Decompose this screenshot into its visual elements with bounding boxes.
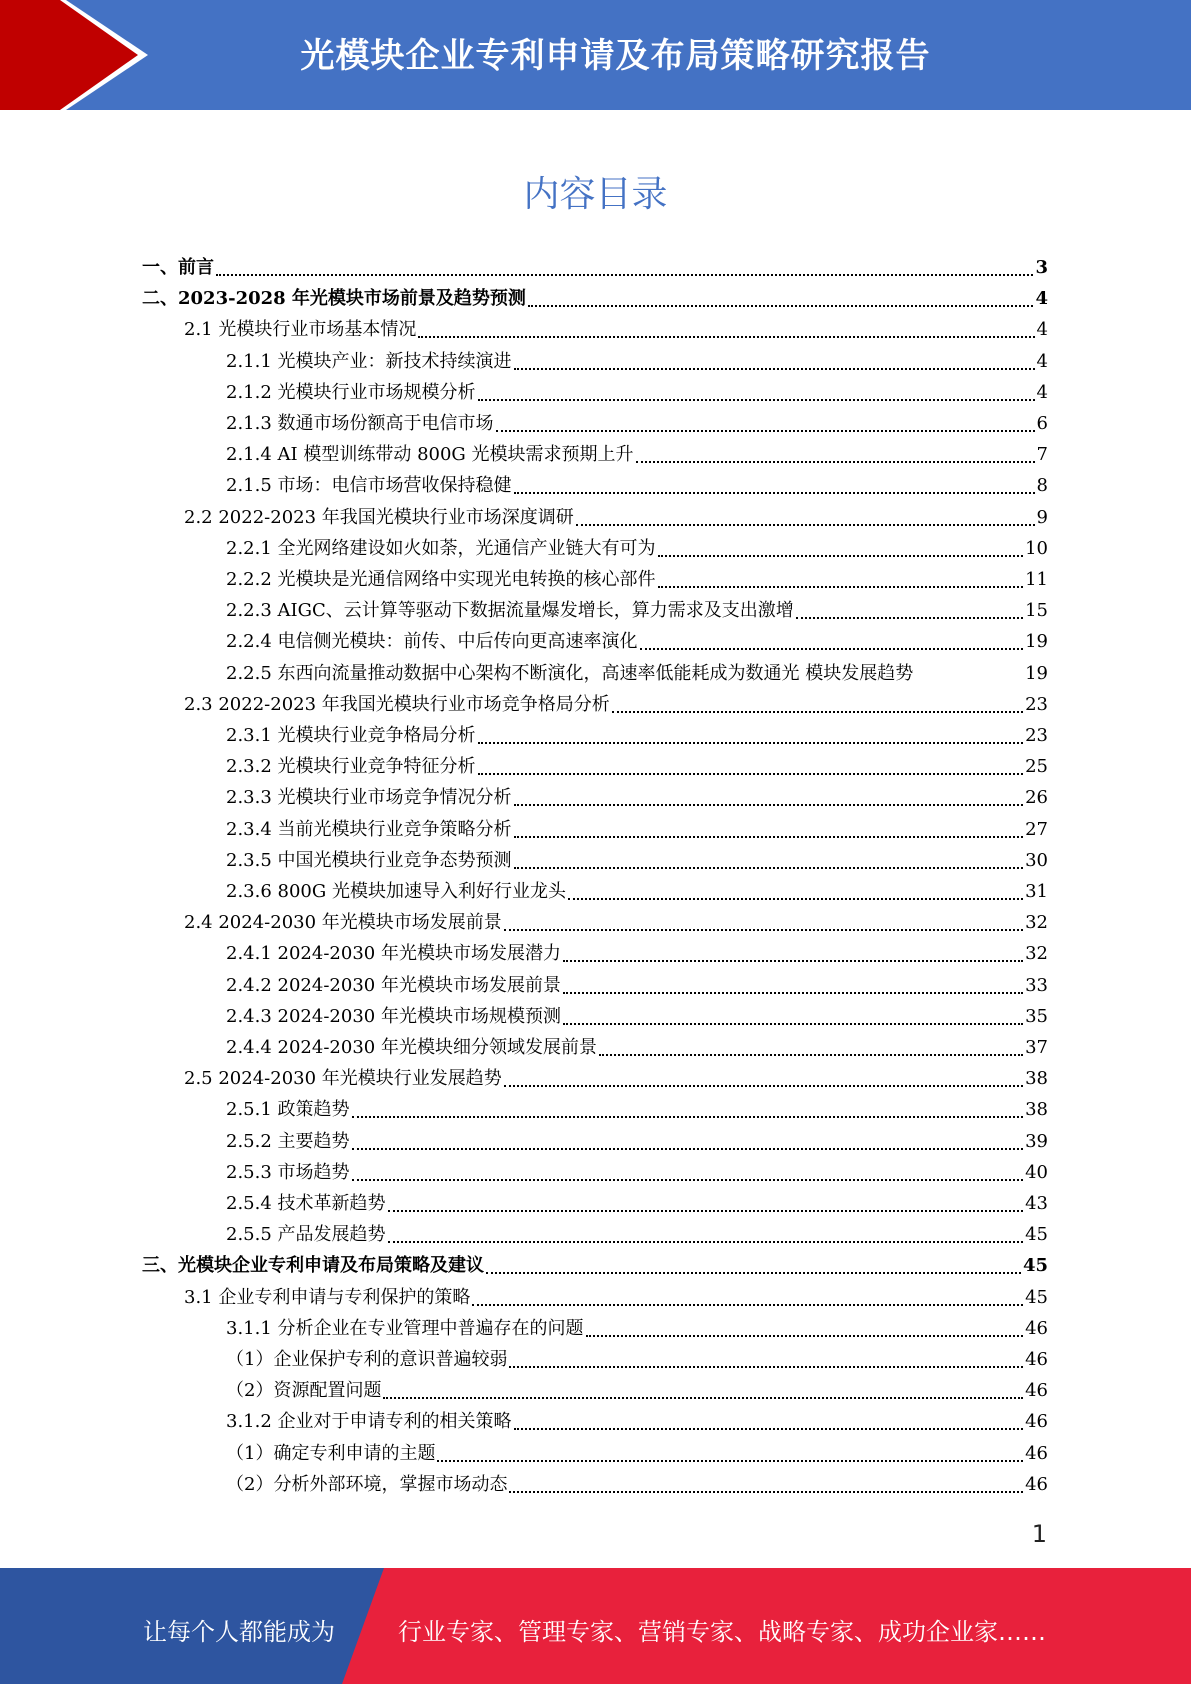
toc-entry-page: 7 (1036, 444, 1048, 466)
toc-leader-dots (383, 1397, 1023, 1399)
toc-entry-page: 46 (1025, 1349, 1048, 1370)
toc-entry-page: 35 (1025, 1005, 1048, 1027)
toc-entry-label: 2.5 2024-2030 年光模块行业发展趋势 (184, 1068, 502, 1090)
toc-entry-page: 46 (1025, 1411, 1048, 1433)
toc-leader-dots (640, 648, 1024, 650)
toc-entry-label: （2）分析外部环境，掌握市场动态 (226, 1473, 508, 1495)
toc-entry-page: 33 (1025, 974, 1048, 996)
toc-entry[interactable] (142, 596, 1048, 626)
toc-entry-page: 4 (1036, 319, 1048, 341)
toc-leader-dots (486, 1272, 1021, 1274)
toc-entry[interactable] (142, 1033, 1048, 1063)
toc-entry-page: 43 (1025, 1193, 1048, 1214)
toc-entry-page: 4 (1036, 381, 1048, 403)
toc-entry-page: 9 (1036, 506, 1048, 528)
toc-entry[interactable] (142, 1407, 1048, 1437)
toc-entry-page: 37 (1025, 1037, 1048, 1058)
toc-entry[interactable] (142, 409, 1048, 439)
toc-entry-page: 31 (1025, 881, 1048, 902)
toc-entry-label: 2.5.5 产品发展趋势 (226, 1224, 386, 1246)
toc-leader-dots (352, 1116, 1024, 1118)
document-title: 光模块企业专利申请及布局策略研究报告 (300, 36, 931, 76)
toc-leader-dots (352, 1148, 1024, 1150)
toc-entry-page: 45 (1025, 1224, 1048, 1246)
toc-leader-dots (636, 461, 1035, 463)
toc-leader-dots (509, 1491, 1023, 1493)
toc-entry-page: 38 (1025, 1099, 1048, 1121)
toc-entry-page: 46 (1025, 1380, 1048, 1402)
toc-entry-page: 26 (1025, 787, 1048, 809)
toc-leader-dots (388, 1210, 1024, 1212)
toc-leader-dots (514, 492, 1035, 494)
toc-entry-label: 2.1.2 光模块行业市场规模分析 (226, 381, 476, 403)
toc-entry[interactable] (142, 1189, 1048, 1219)
toc-leader-dots (352, 1179, 1024, 1181)
toc-entry-label: 2.1.3 数通市场份额高于电信市场 (226, 413, 494, 434)
toc-entry-page: 23 (1025, 725, 1048, 746)
toc-entry[interactable] (142, 815, 1048, 845)
toc-leader-dots (568, 898, 1023, 900)
toc-entry[interactable] (142, 659, 1048, 689)
toc-entry-label: 2.4 2024-2030 年光模块市场发展前景 (184, 912, 502, 934)
toc-entry-label: 2.2.4 电信侧光模块：前传、中后传向更高速率演化 (226, 631, 638, 653)
toc-entry-label: 3.1.2 企业对于申请专利的相关策略 (226, 1411, 512, 1433)
toc-entry-page: 23 (1025, 693, 1048, 715)
toc-entry-page: 11 (1025, 569, 1048, 590)
toc-leader-dots (514, 867, 1024, 869)
toc-leader-dots (528, 305, 1034, 307)
toc-entry-page: 6 (1036, 413, 1048, 434)
toc-leader-dots (599, 1054, 1023, 1056)
toc-leader-dots (612, 711, 1023, 713)
toc-entry-page: 46 (1025, 1473, 1048, 1495)
toc-entry-label: 2.4.3 2024-2030 年光模块市场规模预测 (226, 1005, 561, 1027)
toc-entry-label: 2.4.2 2024-2030 年光模块市场发展前景 (226, 974, 561, 996)
toc-entry-page: 3 (1035, 257, 1048, 278)
toc-entry-page: 4 (1036, 350, 1048, 372)
toc-entry[interactable] (142, 253, 1048, 283)
toc-entry[interactable] (142, 939, 1048, 969)
toc-entry[interactable] (142, 1220, 1048, 1250)
toc-leader-dots (586, 1335, 1024, 1337)
toc-entry-page: 32 (1025, 943, 1048, 965)
toc-entry-page: 45 (1025, 1286, 1048, 1308)
page-footer (0, 1568, 1191, 1684)
toc-leader-dots (216, 274, 1033, 276)
toc-leader-dots (478, 742, 1024, 744)
toc-entry-page: 30 (1025, 849, 1048, 871)
toc-entry-label: （1）确定专利申请的主题 (226, 1442, 436, 1464)
toc-entry-label: 2.1.1 光模块产业：新技术持续演进 (226, 350, 512, 372)
toc-entry-label: 2.2.1 全光网络建设如火如荼，光通信产业链大有可为 (226, 537, 656, 559)
toc-entry[interactable] (142, 721, 1048, 751)
toc-entry-label: 2.3.4 当前光模块行业竞争策略分析 (226, 818, 512, 840)
toc-entry-page: 46 (1025, 1317, 1048, 1339)
toc-entry-label: 2.2.3 AIGC、云计算等驱动下数据流量爆发增长，算力需求及支出激增 (226, 600, 794, 622)
toc-entry-page: 15 (1025, 600, 1048, 622)
toc-entry[interactable] (142, 1064, 1048, 1094)
toc-leader-dots (514, 836, 1024, 838)
toc-entry-page: 4 (1035, 288, 1048, 310)
toc-entry-label: 2.5.2 主要趋势 (226, 1130, 350, 1152)
toc-entry-label: 2.2.5 东西向流量推动数据中心架构不断演化，高速率低能耗成为数通光 模块发展趋势 (226, 662, 914, 684)
toc-entry-label: 2.5.3 市场趋势 (226, 1161, 350, 1183)
toc-entry[interactable] (142, 971, 1048, 1001)
toc-entry-page: 32 (1025, 912, 1048, 934)
toc-entry-page: 25 (1025, 756, 1048, 778)
toc-entry[interactable] (142, 565, 1048, 595)
toc-entry-page: 46 (1025, 1442, 1048, 1464)
toc-entry-page: 19 (1025, 662, 1048, 684)
toc-entry[interactable] (142, 877, 1048, 907)
toc-entry[interactable] (142, 1158, 1048, 1188)
toc-entry-label: 2.3 2022-2023 年我国光模块行业市场竞争格局分析 (184, 693, 610, 715)
footer-slogan-right: 行业专家、管理专家、营销专家、战略专家、成功企业家…… (398, 1618, 1046, 1646)
toc-leader-dots (576, 524, 1035, 526)
toc-entry[interactable] (142, 1002, 1048, 1032)
toc-entry[interactable] (142, 1470, 1048, 1500)
toc-entry[interactable] (142, 503, 1048, 533)
footer-slogan-left: 让每个人都能成为 (143, 1618, 335, 1646)
toc-leader-dots (478, 773, 1024, 775)
page-header (0, 0, 1191, 110)
toc-leader-dots (658, 555, 1024, 557)
toc-entry-page: 19 (1025, 631, 1048, 653)
toc-entry[interactable] (142, 378, 1048, 408)
toc-leader-dots (504, 929, 1023, 931)
toc-leader-dots (658, 586, 1024, 588)
toc-leader-dots (563, 992, 1023, 994)
toc-entry-label: 3.1 企业专利申请与专利保护的策略 (184, 1286, 471, 1308)
toc-entry-page: 38 (1025, 1068, 1048, 1090)
toc-entry-label: 3.1.1 分析企业在专业管理中普遍存在的问题 (226, 1317, 584, 1339)
toc-entry-page: 27 (1025, 818, 1048, 840)
toc-leader-dots (514, 368, 1035, 370)
toc-leader-dots (563, 960, 1023, 962)
toc-entry[interactable] (142, 627, 1048, 657)
toc-entry-label: 2.3.1 光模块行业竞争格局分析 (226, 725, 476, 746)
toc-entry[interactable] (142, 1439, 1048, 1469)
toc-leader-dots (472, 1304, 1023, 1306)
toc-entry[interactable] (142, 752, 1048, 782)
toc-entry-label: 2.4.1 2024-2030 年光模块市场发展潜力 (226, 943, 561, 965)
toc-leader-dots (514, 1428, 1024, 1430)
toc-entry-page: 45 (1022, 1255, 1048, 1277)
toc-entry[interactable] (142, 1314, 1048, 1344)
toc-entry[interactable] (142, 908, 1048, 938)
toc-entry[interactable] (142, 1095, 1048, 1125)
toc-entry[interactable] (142, 1251, 1048, 1281)
toc-entry-label: 2.5.4 技术革新趋势 (226, 1193, 386, 1214)
toc-entry[interactable] (142, 440, 1048, 470)
toc-entry-page: 40 (1025, 1161, 1048, 1183)
toc-entry-label: 2.1.5 市场：电信市场营收保持稳健 (226, 475, 512, 497)
toc-entry-label: 2.3.2 光模块行业竞争特征分析 (226, 756, 476, 778)
toc-entry[interactable] (142, 315, 1048, 345)
page-number: 1 (1031, 1520, 1047, 1548)
toc-entry-page: 10 (1025, 537, 1048, 559)
toc-entry[interactable] (142, 846, 1048, 876)
toc-entry[interactable] (142, 471, 1048, 501)
toc-entry[interactable] (142, 1127, 1048, 1157)
toc-leader-dots (509, 1366, 1023, 1368)
toc-entry-label: 2.3.6 800G 光模块加速导入利好行业龙头 (226, 881, 566, 902)
toc-entry-label: （1）企业保护专利的意识普遍较弱 (226, 1349, 508, 1370)
toc-entry-label: 2.2 2022-2023 年我国光模块行业市场深度调研 (184, 506, 574, 528)
toc-leader-dots (496, 430, 1035, 432)
toc-entry-label: 2.1 光模块行业市场基本情况 (184, 319, 417, 341)
toc-entry-label: 三、光模块企业专利申请及布局策略及建议 (142, 1255, 484, 1277)
toc-entry-label: 二、2023-2028 年光模块市场前景及趋势预测 (142, 288, 526, 310)
toc-entry[interactable] (142, 347, 1048, 377)
toc-entry-label: 2.3.5 中国光模块行业竞争态势预测 (226, 849, 512, 871)
toc-leader-dots (478, 399, 1035, 401)
toc-entry[interactable] (142, 690, 1048, 720)
toc-entry[interactable] (142, 1345, 1048, 1375)
toc-entry-label: 2.4.4 2024-2030 年光模块细分领域发展前景 (226, 1037, 597, 1058)
toc-entry[interactable] (142, 284, 1048, 314)
toc-leader-dots (514, 804, 1024, 806)
toc-leader-dots (418, 336, 1034, 338)
toc-entry[interactable] (142, 534, 1048, 564)
toc-entry-label: 2.3.3 光模块行业市场竞争情况分析 (226, 787, 512, 809)
toc-leader-dots (504, 1085, 1023, 1087)
toc-entry[interactable] (142, 1283, 1048, 1313)
toc-entry-page: 8 (1036, 475, 1048, 497)
toc-leader-dots (388, 1241, 1024, 1243)
toc-title: 内容目录 (523, 174, 668, 215)
toc-entry-label: 2.2.2 光模块是光通信网络中实现光电转换的核心部件 (226, 569, 656, 590)
toc-entry-label: 2.5.1 政策趋势 (226, 1099, 350, 1121)
toc-leader-dots (437, 1460, 1023, 1462)
toc-leader-dots (563, 1023, 1023, 1025)
toc-leader-dots (796, 617, 1023, 619)
toc-entry-label: 2.1.4 AI 模型训练带动 800G 光模块需求预期上升 (226, 444, 634, 466)
toc-entry-label: （2）资源配置问题 (226, 1380, 382, 1402)
toc-entry-page: 39 (1025, 1130, 1048, 1152)
toc-entry[interactable] (142, 1376, 1048, 1406)
toc-entry-label: 一、前言 (142, 257, 214, 278)
toc-entry[interactable] (142, 783, 1048, 813)
